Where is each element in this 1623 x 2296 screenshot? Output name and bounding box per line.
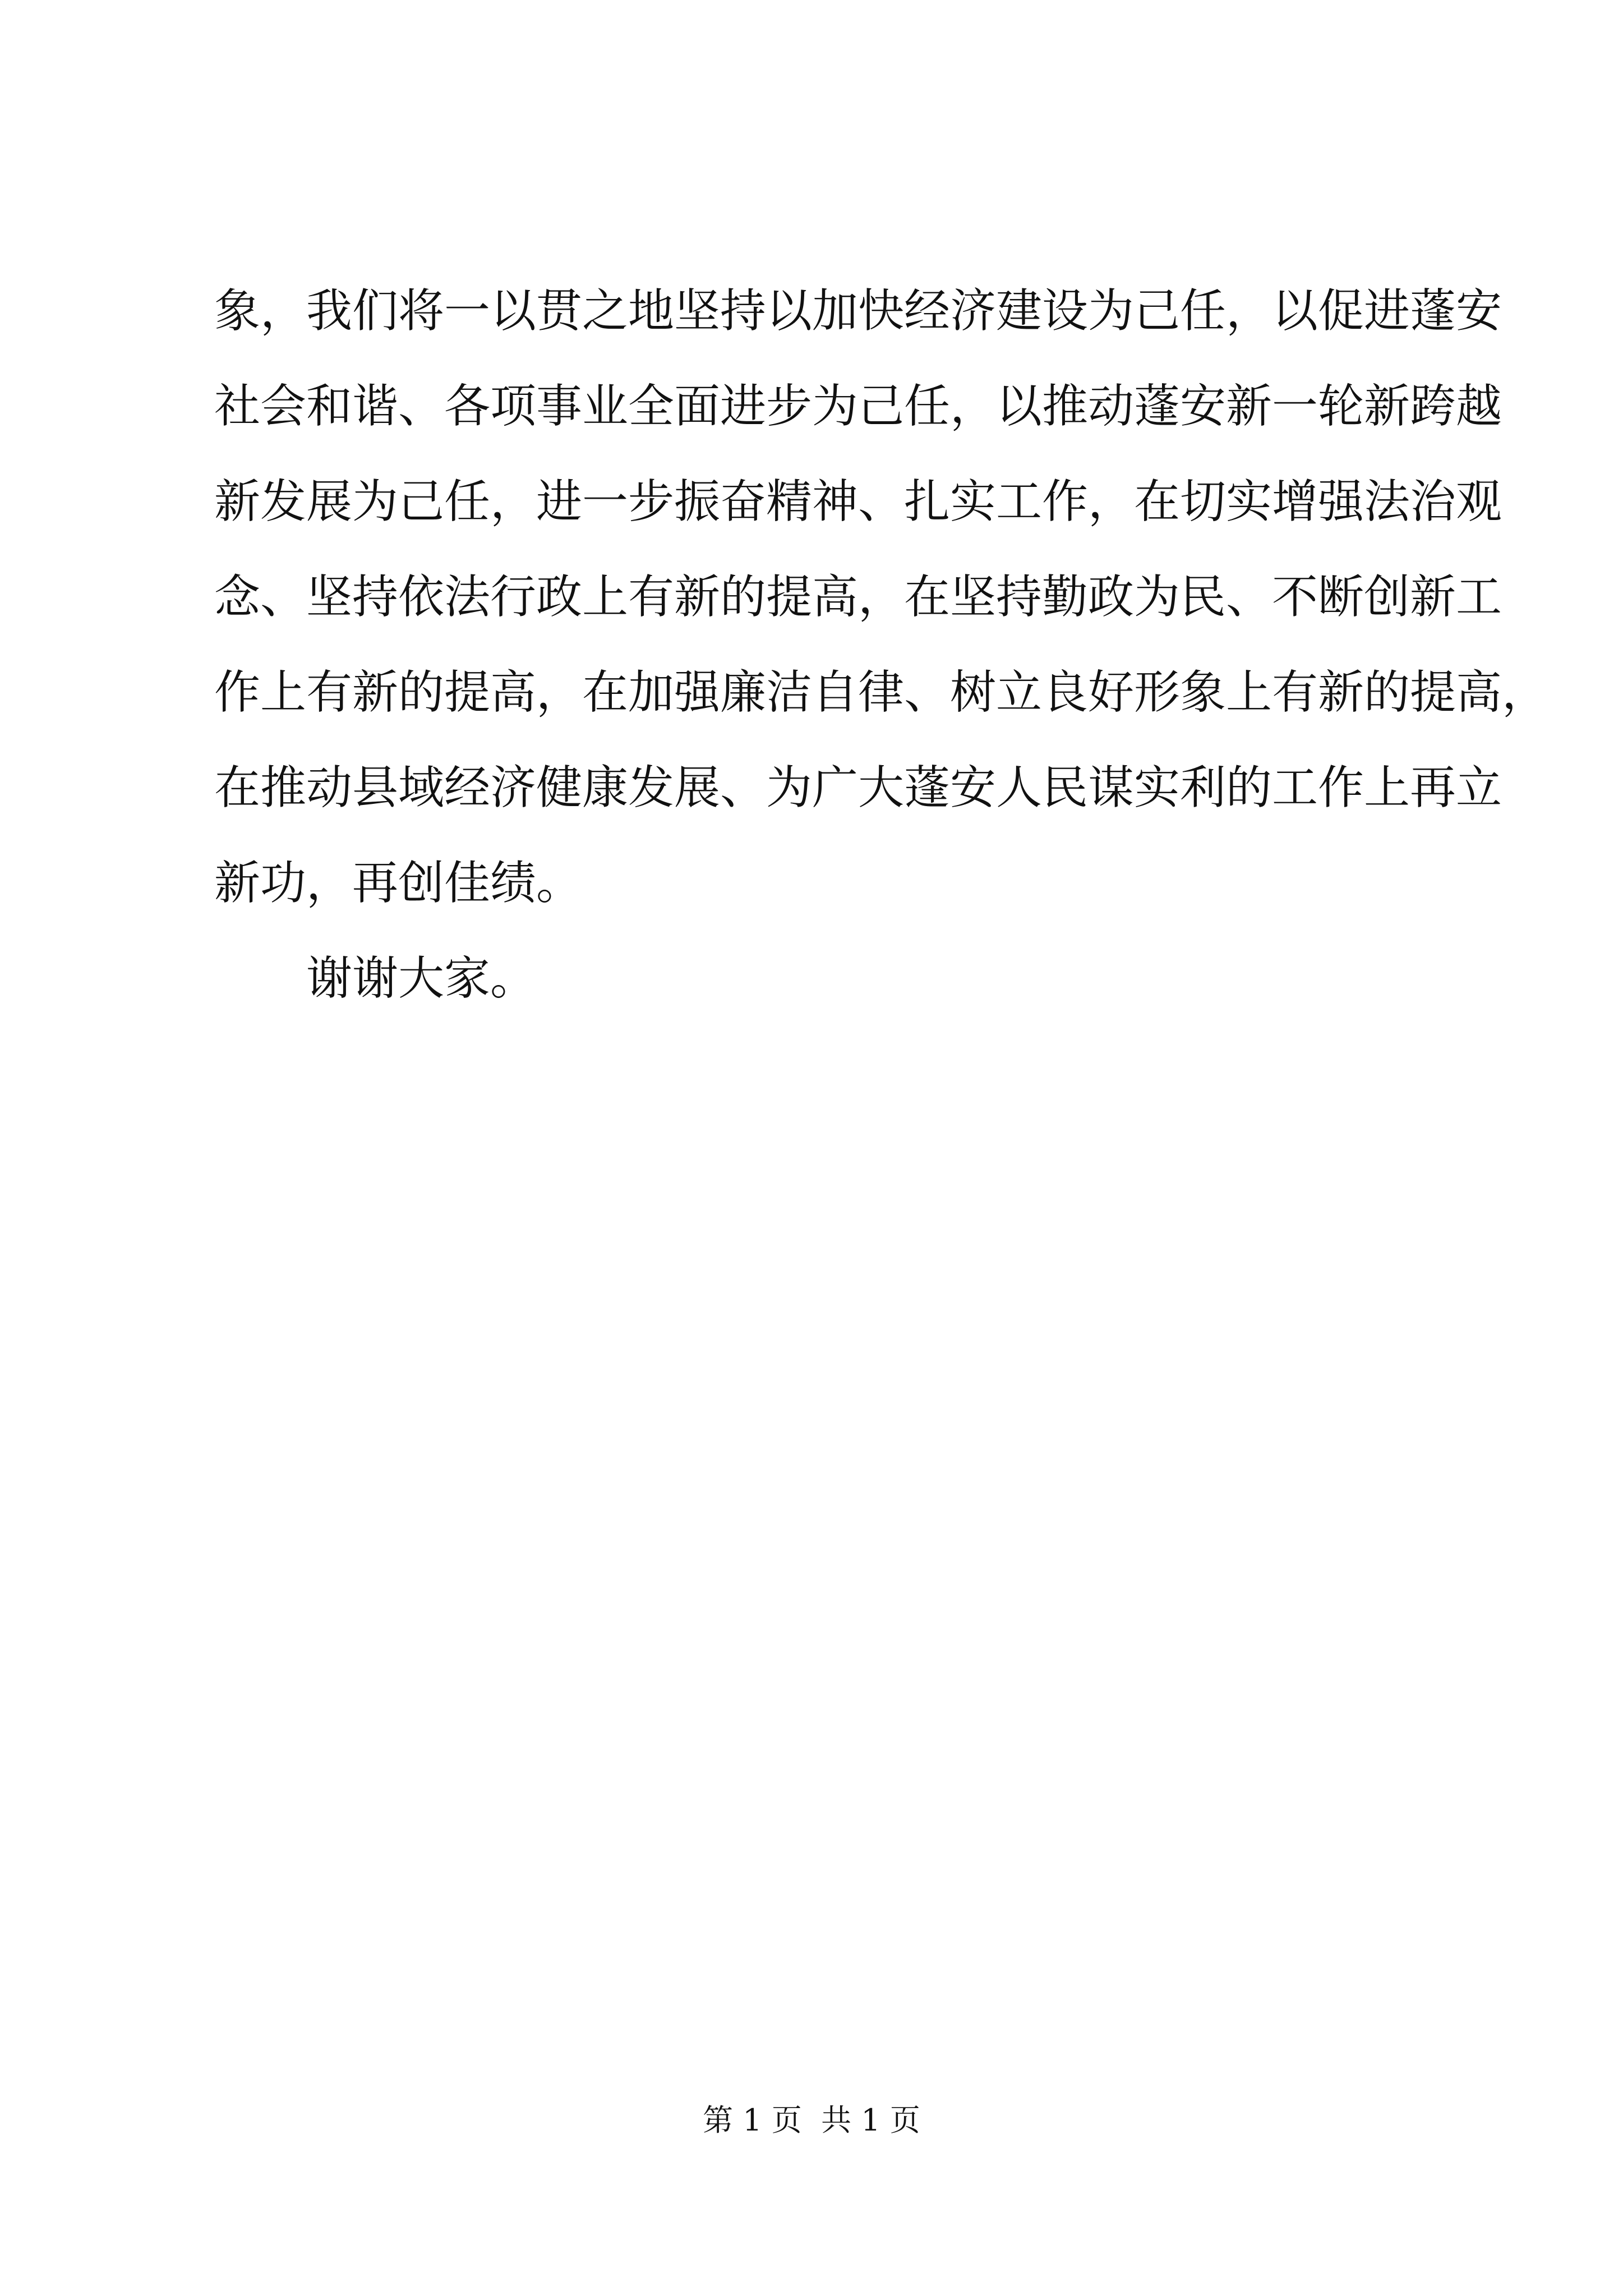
paragraph-line: 在推动县域经济健康发展、为广大蓬安人民谋实利的工作上再立 <box>214 761 1502 815</box>
paragraph-line: 作上有新的提高，在加强廉洁自律、树立良好形象上有新的提高， <box>214 666 1548 719</box>
paragraph-line: 象，我们将一以贯之地坚持以加快经济建设为己任，以促进蓬安 <box>214 284 1502 338</box>
page-number-label: 第 1 页 共 1 页 <box>703 2102 920 2138</box>
paragraph-line: 新发展为己任，进一步振奋精神、扎实工作，在切实增强法治观 <box>214 475 1502 528</box>
closing-remark: 谢谢大家。 <box>306 952 537 1005</box>
body-paragraph <box>214 264 1548 1027</box>
paragraph-line: 新功，再创佳绩。 <box>214 857 583 910</box>
page-footer <box>0 2098 1623 2143</box>
paragraph-line: 念、坚持依法行政上有新的提高，在坚持勤政为民、不断创新工 <box>214 570 1502 624</box>
paragraph-line: 社会和谐、各项事业全面进步为己任，以推动蓬安新一轮新跨越 <box>214 380 1502 433</box>
